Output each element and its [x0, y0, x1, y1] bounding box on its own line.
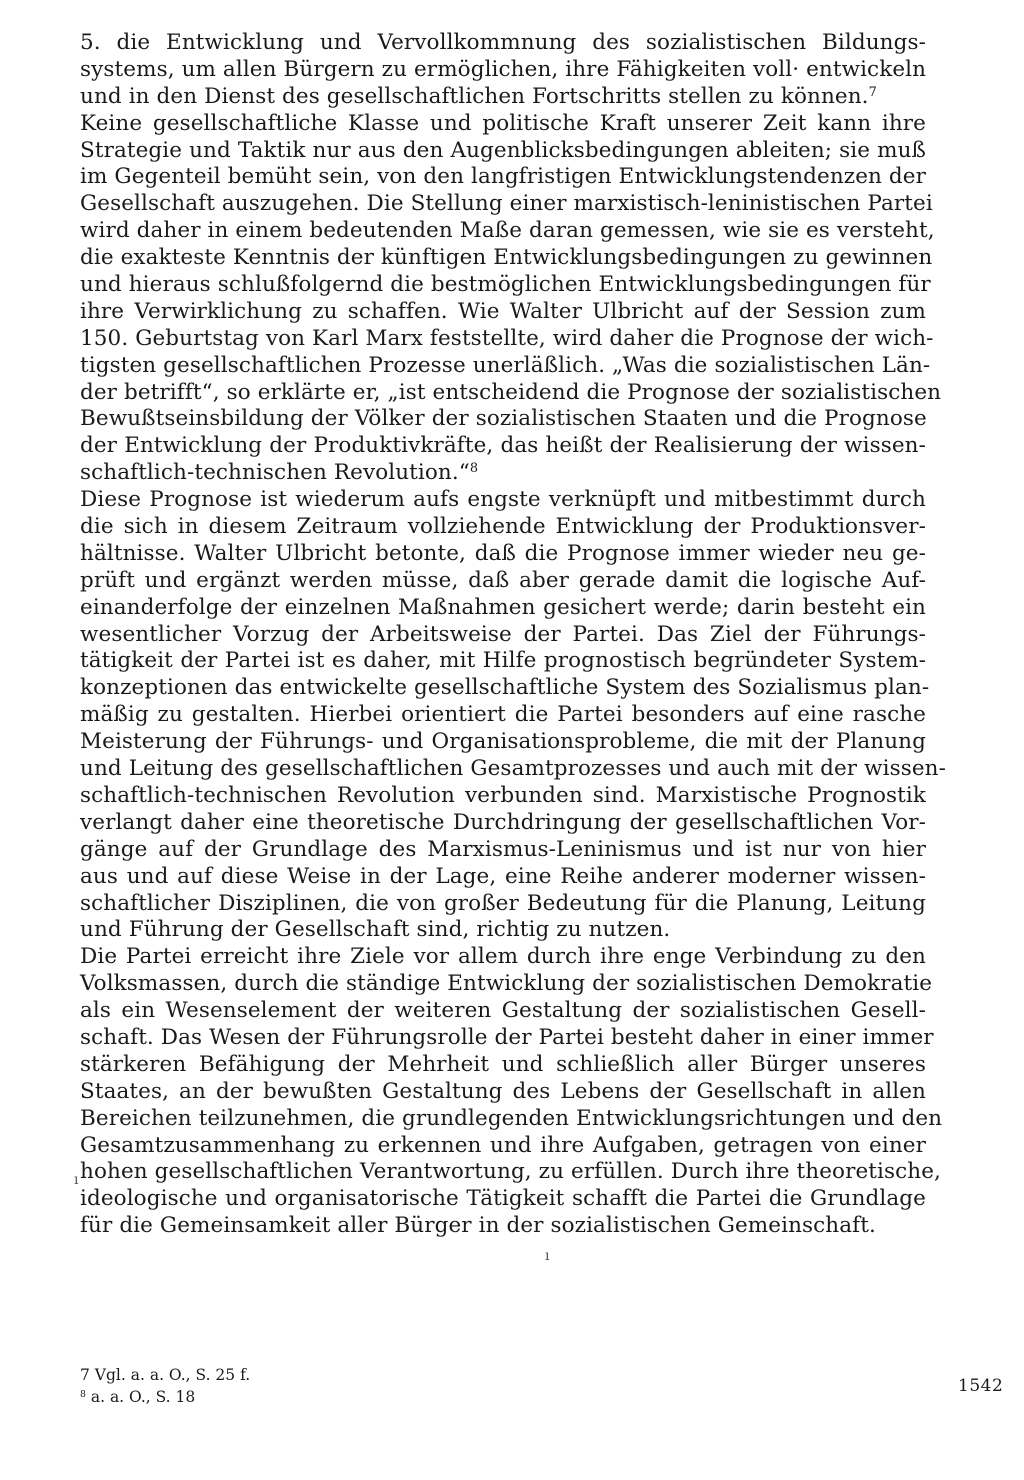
text-line-content: tigsten gesellschaftlichen Prozesse unerläßlich. „Was die sozialistischen Län- [80, 352, 931, 378]
text-line-content: Diese Prognose ist wiederum aufs engste verknüpft und mitbestimmt durch [80, 487, 926, 513]
text-line [80, 1133, 926, 1160]
text-line [80, 379, 942, 407]
text-line-content: wird daher in einem bedeutenden Maße daran gemessen, wie sie es versteht, [80, 218, 935, 244]
text-line [80, 1159, 941, 1186]
page-number: 1542 [958, 1376, 1004, 1396]
footnote [80, 1364, 580, 1386]
text-line [80, 111, 926, 138]
text-line [80, 675, 930, 702]
text-line-content: wesentlicher Vorzug der Arbeitsweise der Partei. Das Ziel der Führungs- [80, 621, 926, 647]
text-line [80, 1213, 926, 1240]
text-line-content: die sich in diesem Zeitraum vollziehende Entwicklung der Produktionsver- [80, 514, 926, 540]
text-line [80, 729, 926, 756]
footnote-reference: 7 [868, 84, 877, 100]
text-line [80, 514, 926, 541]
footnotes [80, 1364, 580, 1408]
text-line [80, 971, 933, 998]
text-line [80, 756, 946, 783]
text-line [80, 218, 935, 245]
text-line-content: einanderfolge der einzelnen Maßnahmen gesichert werde; darin besteht ein [80, 594, 926, 620]
text-line [80, 245, 933, 272]
text-line-content: Strategie und Taktik nur aus den Augenblicksbedingungen ableiten; sie muß [80, 137, 926, 163]
text-line [80, 1079, 926, 1106]
footnote-number: 8 [80, 1388, 86, 1400]
footnote-reference: 8 [469, 461, 479, 477]
scan-mark: ı [545, 1248, 550, 1264]
text-line [80, 84, 926, 111]
text-line [80, 1105, 943, 1133]
text-line-content: Bewußtseinsbildung der Völker der sozialistischen Staaten und die Prognose [80, 406, 927, 432]
text-line-content: mäßig zu gestalten. Hierbei orientiert die Partei besonders auf eine rasche [80, 702, 926, 728]
text-line [80, 460, 926, 487]
text-line [80, 138, 926, 165]
text-line [80, 837, 926, 864]
text-line [80, 487, 926, 514]
text-line-content: der Entwicklung der Produktivkräfte, das heißt der Realisierung der wissen- [80, 433, 926, 459]
text-line-content: verlangt daher eine theoretische Durchdringung der gesellschaftlichen Vor- [80, 809, 926, 835]
text-line-content: Die Partei erreicht ihre Ziele vor allem durch ihre enge Verbindung zu den [80, 944, 926, 970]
footnote-number: 7 [80, 1366, 90, 1384]
text-line [80, 810, 926, 837]
text-line-content: stärkeren Befähigung der Mehrheit und schließlich aller Bürger unseres [80, 1051, 926, 1077]
text-line [80, 595, 926, 622]
text-line-content: Gesellschaft auszugehen. Die Stellung einer marxistisch-leninistischen Partei [80, 191, 933, 217]
text-line-content: Meisterung der Führungs- und Organisationsprobleme, die mit der Planung [80, 729, 926, 755]
text-line-content: Staates, an der bewußten Gestaltung des Lebens der Gesellschaft in allen [80, 1078, 926, 1104]
text-line-content: schaftlich-technischen Revolution.“ [80, 460, 470, 486]
text-line [80, 57, 926, 84]
text-line-content: und hieraus schlußfolgernd die bestmöglichen Entwicklungsbedingungen für [80, 272, 931, 298]
text-line [80, 30, 926, 57]
text-line-content: schaftlich-technischen Revolution verbunden sind. Marxistische Prognostik [80, 782, 926, 808]
text-line [80, 299, 926, 326]
text-line-content: im Gegenteil bemüht sein, von den langfristigen Entwicklungstendenzen der [80, 164, 926, 190]
body-text [80, 30, 946, 1240]
text-line-content: Keine gesellschaftliche Klasse und politische Kraft unserer Zeit kann ihre [80, 110, 926, 136]
text-line-content: ideologische und organisatorische Tätigkeit schafft die Partei die Grundlage [80, 1186, 926, 1212]
text-line [80, 917, 926, 944]
text-line [80, 622, 926, 649]
text-line [80, 864, 926, 891]
text-line [80, 944, 926, 971]
text-line [80, 1024, 934, 1052]
text-line-content: und Führung der Gesellschaft sind, richtig zu nutzen. [80, 917, 671, 943]
footnote [80, 1386, 580, 1408]
text-line-content: als ein Wesenselement der weiteren Gestaltung der sozialistischen Gesell- [80, 998, 926, 1024]
text-line [80, 164, 926, 191]
text-line-content: gänge auf der Grundlage des Marxismus-Leninismus und ist nur von hier [80, 836, 926, 862]
footnote-text: Vgl. a. a. O., S. 25 f. [89, 1366, 251, 1384]
text-line [80, 1052, 926, 1079]
text-line-content: Gesamtzusammenhang zu erkennen und ihre Aufgaben, getragen von einer [80, 1132, 926, 1158]
text-line-content: systems, um allen Bürgern zu ermöglichen, ihre Fähigkeiten voll· entwickeln [80, 56, 927, 82]
text-line-content: tätigkeit der Partei ist es daher, mit Hilfe prognostisch begründeter System- [80, 648, 926, 674]
text-line [80, 702, 926, 729]
text-line-content: die exakteste Kenntnis der künftigen Entwicklungsbedingungen zu gewinnen [80, 245, 933, 271]
text-line-content: der betrifft“, so erklärte er, „ist entscheidend die Prognose der sozialistischen [80, 379, 942, 405]
text-line [80, 325, 934, 353]
text-line-content: 150. Geburtstag von Karl Marx feststellte, wird daher die Prognose der wich- [80, 325, 934, 351]
text-line-content: und Leitung des gesellschaftlichen Gesamtprozesses und auch mit der wissen- [80, 756, 946, 782]
text-line [80, 891, 926, 918]
text-line [80, 1186, 926, 1213]
text-line-content: hohen gesellschaftlichen Verantwortung, zu erfüllen. Durch ihre theoretische, [80, 1159, 941, 1185]
text-line [80, 648, 926, 675]
text-line-content: hältnisse. Walter Ulbricht betonte, daß die Prognose immer wieder neu ge- [80, 540, 926, 566]
text-line [80, 406, 926, 433]
text-line-content: 5. die Entwicklung und Vervollkommnung des sozialistischen Bildungs- [80, 30, 926, 55]
footnote-text: a. a. O., S. 18 [85, 1388, 196, 1406]
text-line-content: Volksmassen, durch die ständige Entwicklung der sozialistischen Demokratie [80, 971, 933, 997]
text-line-content: konzeptionen das entwickelte gesellschaftliche System des Sozialismus plan- [80, 675, 930, 701]
text-line [80, 541, 926, 568]
text-line [80, 272, 931, 299]
text-line [80, 998, 926, 1025]
text-line-content: und in den Dienst des gesellschaftlichen Fortschritts stellen zu können. [80, 83, 869, 109]
text-line [80, 568, 926, 595]
text-line-content: ihre Verwirklichung zu schaffen. Wie Walter Ulbricht auf der Session zum [80, 298, 926, 324]
text-line-content: schaft. Das Wesen der Führungsrolle der Partei besteht daher in einer immer [80, 1024, 934, 1050]
text-line-content: schaftlicher Disziplinen, die von großer Bedeutung für die Planung, Leitung [80, 890, 926, 916]
text-line-content: aus und auf diese Weise in der Lage, eine Reihe anderer moderner wissen- [80, 863, 926, 889]
text-line-content: Bereichen teilzunehmen, die grundlegenden Entwicklungsrichtungen und den [80, 1105, 943, 1131]
scan-mark: ı [74, 1172, 79, 1188]
text-line [80, 352, 931, 380]
text-line [80, 783, 926, 810]
text-line-content: für die Gemeinsamkeit aller Bürger in der sozialistischen Gemeinschaft. [80, 1213, 876, 1239]
text-line-content: prüft und ergänzt werden müsse, daß aber gerade damit die logische Auf- [80, 567, 926, 593]
text-line [80, 191, 933, 218]
text-line [80, 433, 926, 460]
